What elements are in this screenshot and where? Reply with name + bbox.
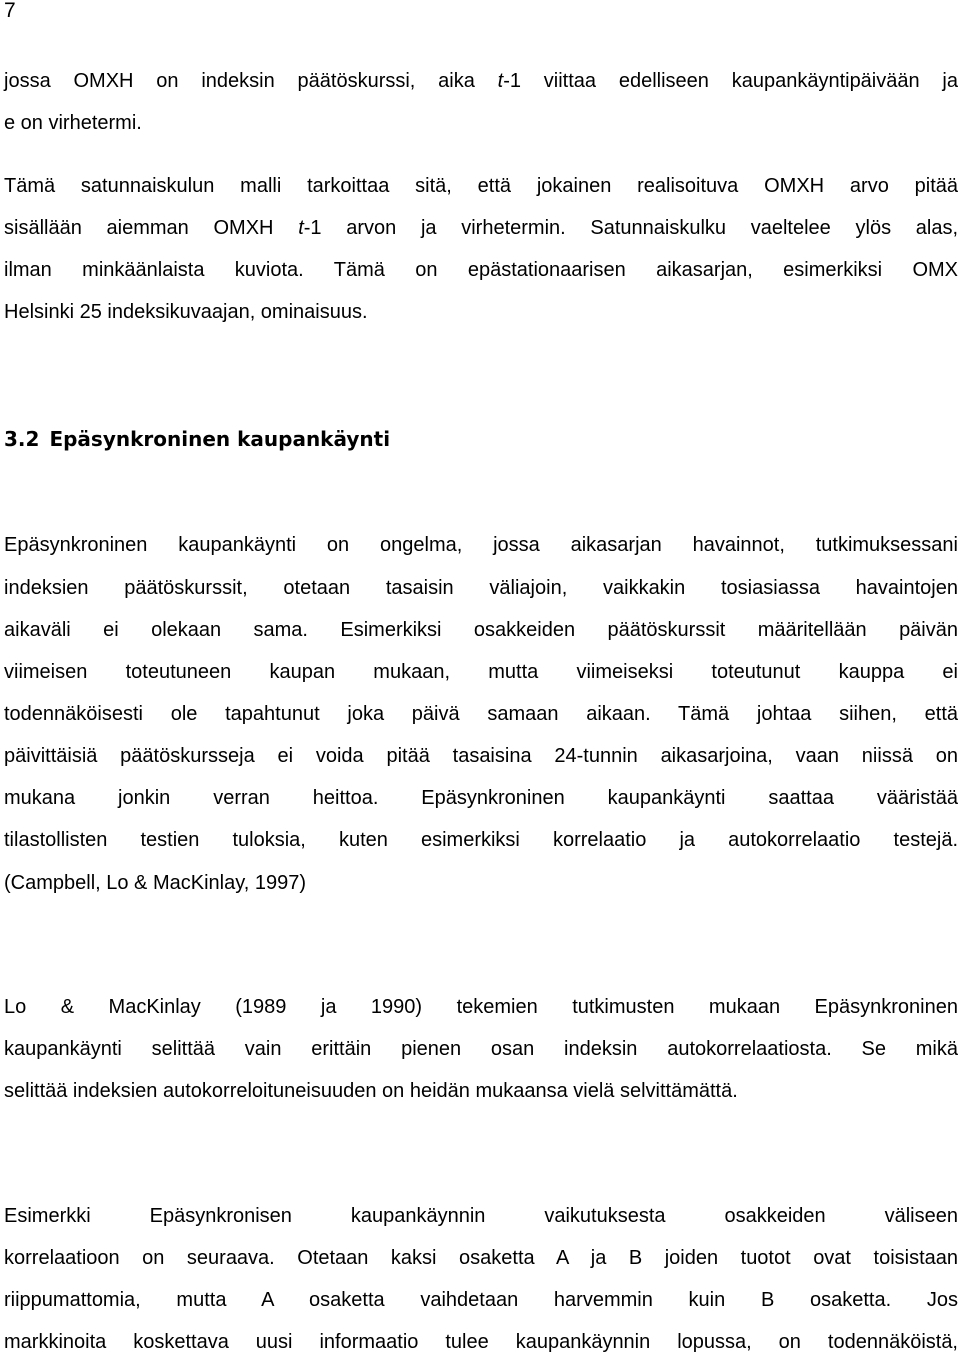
text-line: Helsinki 25 indeksikuvaajan, ominaisuus.: [4, 301, 368, 323]
text-line: riippumattomia, mutta A osaketta vaihdetaan harvemmin kuin B osaketta. Jos: [4, 1289, 958, 1311]
text-line: (Campbell, Lo & MacKinlay, 1997): [4, 872, 306, 894]
text-line: todennäköisesti ole tapahtunut joka päivä samaan aikaan. Tämä johtaa siihen, että: [4, 703, 958, 725]
text-line: e on virhetermi.: [4, 112, 142, 134]
text-line: tilastollisten testien tuloksia, kuten esimerkiksi korrelaatio ja autokorrelaatio testejä.: [4, 829, 958, 851]
text-line: päivittäisiä päätöskursseja ei voida pitää tasaisina 24-tunnin aikasarjoina, vaan niissä on: [4, 745, 958, 767]
text-line: kaupankäynti selittää vain erittäin pienen osan indeksin autokorrelaatiosta. Se mikä: [4, 1038, 958, 1060]
section-title: Epäsynkroninen kaupankäynti: [49, 427, 391, 451]
text-line: jossa OMXH on indeksin päätöskurssi, aika t-1 viittaa edelliseen kaupankäyntipäivään ja: [4, 70, 958, 92]
text-line: korrelaatioon on seuraava. Otetaan kaksi osaketta A ja B joiden tuotot ovat toisistaan: [4, 1247, 958, 1269]
section-number: 3.2: [4, 427, 40, 451]
page-number: 7: [4, 0, 16, 22]
text-line: Esimerkki Epäsynkronisen kaupankäynnin vaikutuksesta osakkeiden väliseen: [4, 1205, 958, 1227]
text-line: sisällään aiemman OMXH t-1 arvon ja virhetermin. Satunnaiskulku vaeltelee ylös alas,: [4, 217, 959, 239]
text-line: mukana jonkin verran heittoa. Epäsynkroninen kaupankäynti saattaa vääristää: [4, 787, 958, 809]
text-line: ilman minkäänlaista kuviota. Tämä on epästationaarisen aikasarjan, esimerkiksi OMX: [4, 259, 958, 281]
text-line: selittää indeksien autokorreloituneisuuden on heidän mukaansa vielä selvittämättä.: [4, 1080, 738, 1102]
text-line: aikaväli ei olekaan sama. Esimerkiksi osakkeiden päätöskurssit määritellään päivän: [4, 619, 958, 641]
text-line: indeksien päätöskurssit, otetaan tasaisin väliajoin, vaikkakin tosiasiassa havaintojen: [4, 577, 958, 599]
text-line: markkinoita koskettava uusi informaatio tulee kaupankäynnin lopussa, on todennäköistä,: [4, 1331, 958, 1353]
text-line: Tämä satunnaiskulun malli tarkoittaa sitä, että jokainen realisoituva OMXH arvo pitää: [4, 175, 958, 197]
text-line: Lo & MacKinlay (1989 ja 1990) tekemien tutkimusten mukaan Epäsynkroninen: [4, 996, 958, 1018]
text-line: viimeisen toteutuneen kaupan mukaan, mutta viimeiseksi toteutunut kauppa ei: [4, 661, 958, 683]
section-heading: [4, 425, 390, 453]
text-line: Epäsynkroninen kaupankäynti on ongelma, jossa aikasarjan havainnot, tutkimuksessani: [4, 534, 958, 556]
